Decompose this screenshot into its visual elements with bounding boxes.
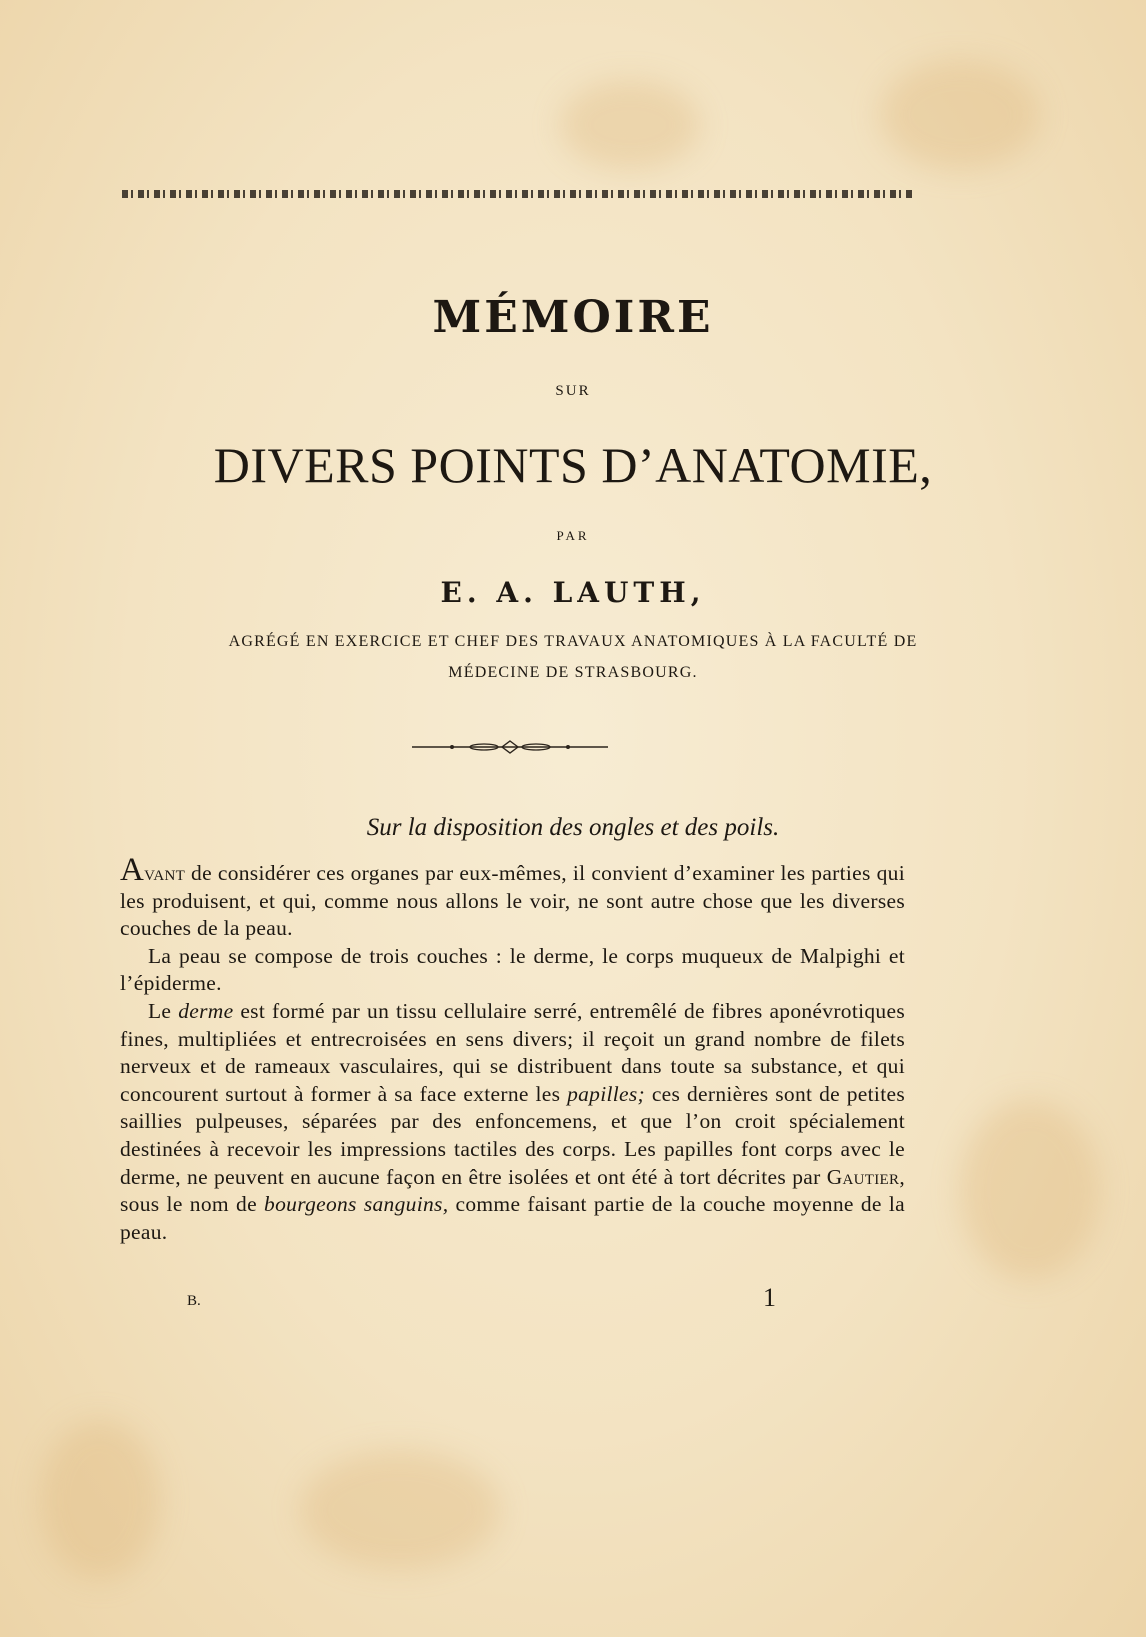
- decorative-border-top: [122, 190, 912, 198]
- paragraph-3-text-e: ces dernières sont de petites saillies pulpeuses, séparées par des enfoncemens, et que l’on croit spécialement destinées à recevoir les impressions tactiles des corps. Les papilles font corps avec le derme, ne peuvent en aucune façon en être isolées et ont été à tort décrites par: [120, 1081, 905, 1189]
- title-connector-sur: SUR: [555, 383, 591, 399]
- title: MÉMOIRE: [432, 292, 714, 343]
- paragraph-2-text: La peau se compose de trois couches : le derme, le corps muqueux de Malpighi et l’épiderme.: [120, 943, 905, 996]
- paragraph-3-text-g: , sous le nom de: [120, 1164, 905, 1217]
- affiliation-line-2: MÉDECINE DE STRASBOURG.: [448, 664, 698, 681]
- paragraph-3-text-c: est formé par un tissu cellulaire serré, entremêlé de fibres aponévrotiques fines, multipliées et entrecroisées en sens divers; il reçoit un grand nombre de filets nerveux et de rameaux vasculaires, qui se distribuent dans toute sa substance, et qui concourent surtout à former à sa face externe les: [120, 998, 905, 1106]
- paragraph-3-text-a: Le: [148, 998, 179, 1023]
- paragraph-1: [120, 852, 905, 943]
- ornament-divider: [412, 740, 608, 754]
- body-text: [120, 852, 905, 1246]
- author-name: E. A. LAUTH,: [440, 576, 706, 609]
- paragraph-3-text-i: comme faisant partie de la couche moyenne de la peau.: [120, 1192, 905, 1244]
- signature-mark: B.: [187, 1293, 201, 1309]
- name-gautier: Gautier: [826, 1164, 900, 1189]
- drop-cap: A: [120, 852, 145, 888]
- paragraph-2: [120, 943, 905, 998]
- term-derme: derme: [178, 998, 234, 1023]
- affiliation-line-1: AGRÉGÉ EN EXERCICE ET CHEF DES TRAVAUX ANATOMIQUES À LA FACULTÉ DE: [228, 633, 918, 650]
- paragraph-1-text: de considérer ces organes par eux-mêmes, il convient d’examiner les parties qui les produisent, et qui, comme nous allons le voir, ne sont autre chose que les diverses couches de la peau.: [120, 861, 905, 941]
- term-papilles: papilles;: [567, 1081, 646, 1106]
- section-heading: Sur la disposition des ongles et des poils.: [366, 814, 780, 841]
- page-number: 1: [763, 1283, 776, 1312]
- small-caps-word: vant: [144, 861, 186, 885]
- byline-par: PAR: [556, 528, 590, 543]
- subject-title: DIVERS POINTS D’ANATOMIE,: [213, 437, 933, 493]
- term-bourgeons-sanguins: bourgeons sanguins,: [264, 1192, 449, 1217]
- paragraph-3: [120, 998, 905, 1246]
